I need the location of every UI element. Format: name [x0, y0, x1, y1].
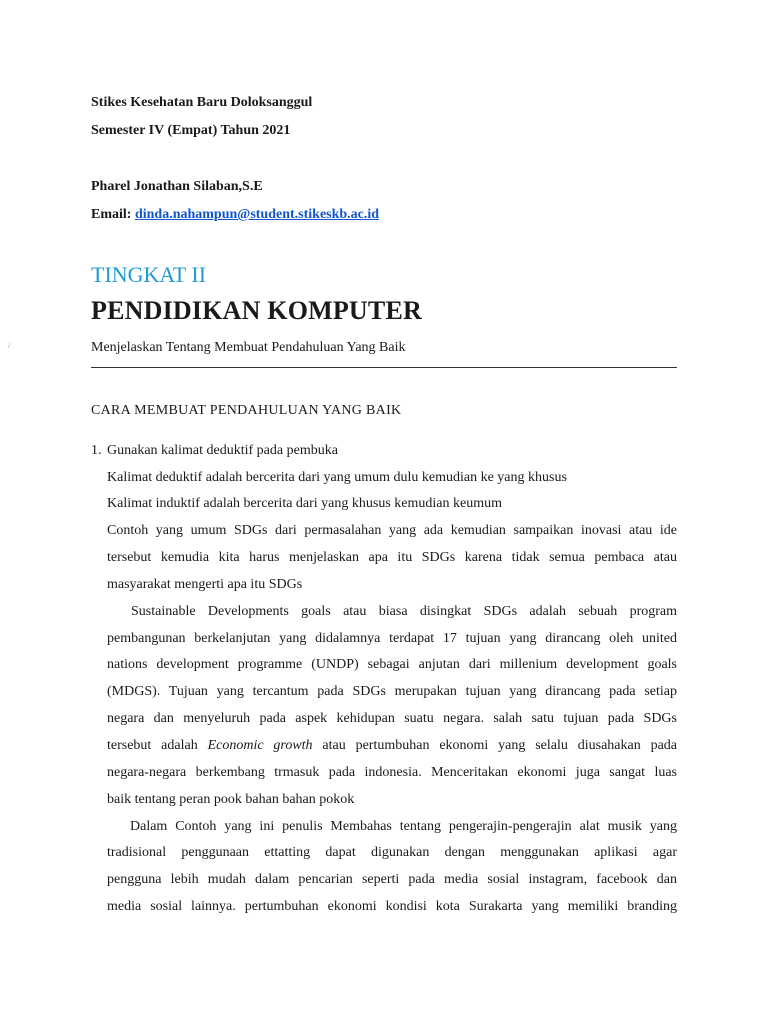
body-line: pengguna lebih mudah dalam pencarian seperti pada media sosial instagram, facebook dan [107, 872, 677, 887]
institution-name: Stikes Kesehatan Baru Doloksanggul [91, 95, 313, 110]
document-title: PENDIDIKAN KOMPUTER [91, 296, 422, 325]
text-run: tersebut adalah [107, 738, 198, 753]
document-subtitle: Menjelaskan Tentang Membuat Pendahuluan Yang Baik [91, 340, 406, 355]
margin-mark: / [8, 341, 11, 350]
body-line: Sustainable Developments goals atau biasa disingkat SDGs adalah sebuah program [131, 604, 677, 619]
italic-term: Economic growth [207, 738, 313, 753]
email-link[interactable]: dinda.nahampun@student.stikeskb.ac.id [134, 207, 380, 222]
body-line: negara-negara berkembang trmasuk pada indonesia. Menceritakan ekonomi juga sangat luas [107, 765, 677, 780]
email-label: Email: [91, 207, 132, 222]
semester-line: Semester IV (Empat) Tahun 2021 [91, 123, 291, 138]
section-heading: CARA MEMBUAT PENDAHULUAN YANG BAIK [91, 403, 402, 418]
body-line-emphasis [107, 738, 677, 754]
list-item-title: Gunakan kalimat deduktif pada pembuka [107, 443, 338, 458]
body-line: tradisional penggunaan ettatting dapat digunakan dengan menggunakan aplikasi agar [107, 845, 677, 860]
body-line: pembangunan berkelanjutan yang didalamnya terdapat 17 tujuan yang dirancang oleh united [107, 631, 677, 646]
body-line: Kalimat induktif adalah bercerita dari yang khusus kemudian keumum [107, 496, 502, 511]
title-divider [91, 367, 677, 368]
body-line: baik tentang peran pook bahan bahan pokok [107, 792, 355, 807]
level-heading: TINGKAT II [91, 262, 207, 287]
body-line: nations development programme (UNDP) sebagai anjutan dari millenium development goals [107, 657, 677, 672]
author-name: Pharel Jonathan Silaban,S.E [91, 179, 263, 194]
body-line: Dalam Contoh yang ini penulis Membahas tentang pengerajin-pengerajin alat musik yang [130, 819, 677, 834]
body-line: Kalimat deduktif adalah bercerita dari yang umum dulu kemudian ke yang khusus [107, 470, 567, 485]
body-line: Contoh yang umum SDGs dari permasalahan yang ada kemudian sampaikan inovasi atau ide [107, 523, 677, 538]
body-line: (MDGS). Tujuan yang tercantum pada SDGs merupakan tujuan yang dirancang pada setiap [107, 684, 677, 699]
list-number: 1. [91, 443, 102, 458]
body-line: negara dan menyeluruh pada aspek kehidupan suatu negara. salah satu tujuan pada SDGs [107, 711, 677, 726]
email-line [91, 207, 379, 223]
body-line: media sosial lainnya. pertumbuhan ekonomi kondisi kota Surakarta yang memiliki branding [107, 899, 677, 914]
body-line: tersebut kemudia kita harus menjelaskan apa itu SDGs karena tidak semua pembaca atau [107, 550, 677, 565]
body-line: masyarakat mengerti apa itu SDGs [107, 577, 303, 592]
text-run: atau pertumbuhan ekonomi yang selalu diusahakan pada [322, 738, 677, 753]
